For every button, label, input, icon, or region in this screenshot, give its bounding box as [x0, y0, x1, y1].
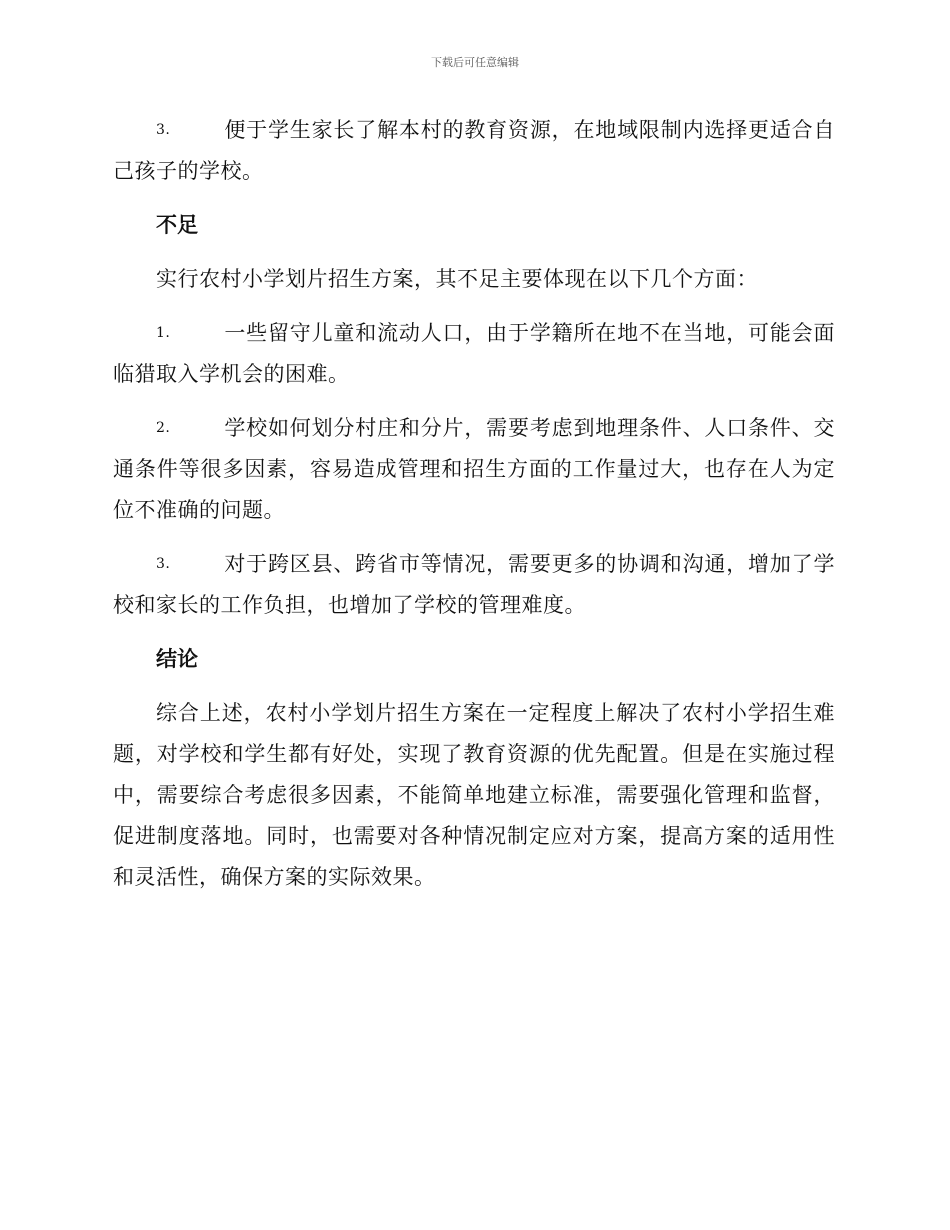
list-item-shortcoming-2 [113, 408, 835, 531]
list-item-text: 对于跨区县、跨省市等情况，需要更多的协调和沟通，增加了学校和家长的工作负担，也增加了学校的管理难度。 [113, 552, 835, 617]
list-item-advantage-3 [113, 110, 835, 192]
section-heading-conclusion: 结论 [156, 647, 198, 671]
list-item-text: 学校如何划分村庄和分片，需要考虑到地理条件、人口条件、交通条件等很多因素，容易造成管理和招生方面的工作量过大，也存在人为定位不准确的问题。 [113, 416, 835, 522]
list-item-shortcoming-1 [113, 313, 835, 395]
section-heading-shortcomings: 不足 [156, 213, 198, 237]
list-item-shortcoming-3 [113, 544, 835, 626]
document-body [113, 110, 835, 911]
list-item-text: 一些留守儿童和流动人口，由于学籍所在地不在当地，可能会面临猎取入学机会的困难。 [113, 321, 835, 386]
page-header: 下载后可任意编辑 [431, 56, 519, 69]
list-number: 2. [156, 420, 171, 436]
list-number: 1. [156, 325, 171, 341]
list-number: 3. [156, 556, 171, 572]
list-item-text: 便于学生家长了解本村的教育资源，在地域限制内选择更适合自己孩子的学校。 [113, 118, 835, 183]
paragraph-conclusion: 综合上述，农村小学划片招生方案在一定程度上解决了农村小学招生难题，对学校和学生都有好处，实现了教育资源的优先配置。但是在实施过程中，需要综合考虑很多因素，不能简单地建立标准，需要强化管理和监督，促进制度落地。同时，也需要对各种情况制定应对方案，提高方案的适用性和灵活性，确保方案的实际效果。 [113, 701, 835, 889]
list-number: 3. [156, 122, 171, 138]
paragraph-shortcomings-intro: 实行农村小学划片招生方案，其不足主要体现在以下几个方面： [156, 267, 758, 291]
